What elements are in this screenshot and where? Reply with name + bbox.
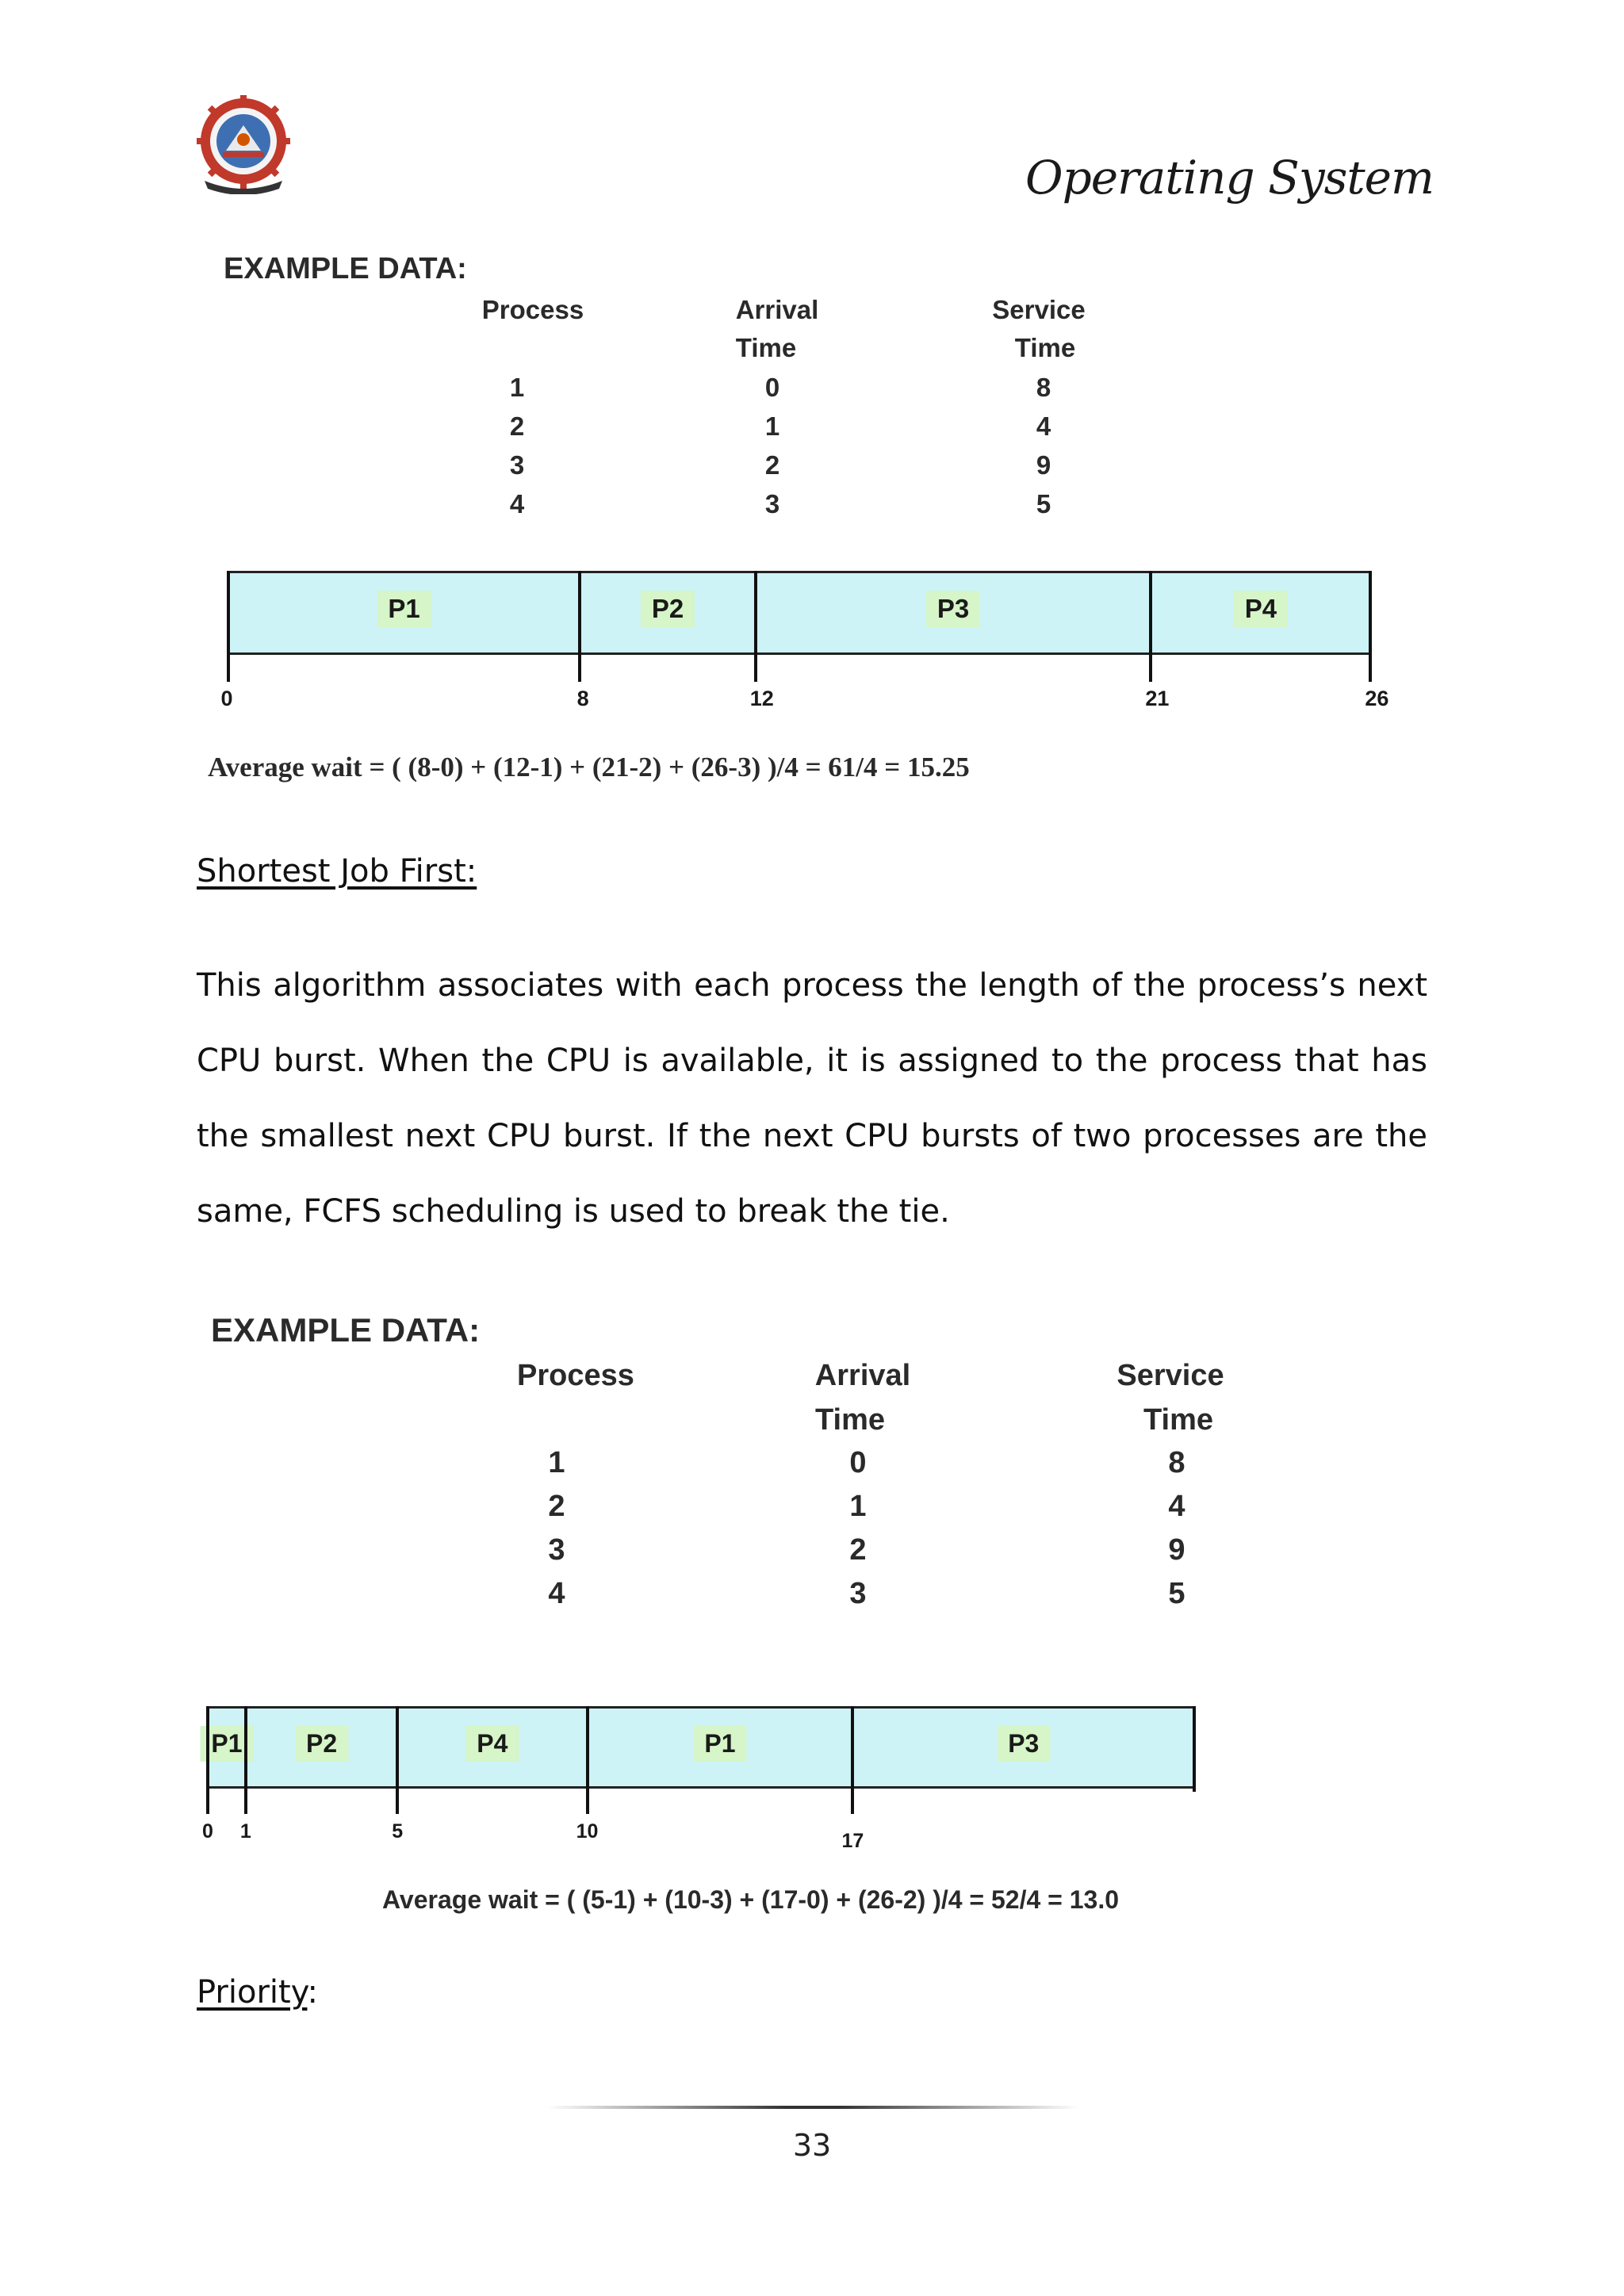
gantt-divider: [1193, 1706, 1196, 1792]
gantt-tick-label: 12: [749, 687, 774, 710]
average-wait-fcfs: Average wait = ( (8-0) + (12-1) + (21-2) + (26-3) )/4 = 61/4 = 15.25: [208, 752, 970, 783]
sjf-paragraph: This algorithm associates with each process the length of the process’s next CPU burst. When the CPU is available, it is assigned to the process that has the smallest next CPU burst. If the next CPU bursts of two processes are the same, FCFS scheduling is used to break the tie.: [197, 967, 1427, 1230]
gantt-segment-label: P4: [465, 1726, 519, 1762]
priority-heading-text: Priority: [197, 1974, 308, 2011]
table-header-cell: Service: [1116, 1359, 1224, 1392]
table-header-cell: Arrival: [814, 1359, 911, 1392]
institution-logo: [197, 95, 290, 194]
gantt-divider: [578, 571, 581, 682]
table-cell: 5: [1168, 1577, 1185, 1610]
gantt-tick-label: 1: [239, 1820, 251, 1843]
table-cell: 3: [764, 489, 780, 519]
gantt-segment-label: P2: [641, 591, 695, 627]
gantt-divider: [206, 1706, 209, 1814]
gantt-segment-label: P3: [926, 591, 980, 627]
gantt-tick-label: 0: [202, 1820, 213, 1843]
example-data-heading: EXAMPLE DATA:: [224, 252, 467, 285]
gantt-divider: [586, 1706, 589, 1814]
gantt-divider: [1369, 571, 1372, 682]
table-header-cell: Arrival: [735, 295, 819, 324]
table-cell: 1: [849, 1490, 867, 1523]
gantt-tick-label: 5: [392, 1820, 404, 1843]
table-header-cell: Time: [1143, 1403, 1213, 1437]
footer-rule: [547, 2106, 1078, 2109]
gantt-divider: [227, 571, 230, 682]
table-cell: 2: [548, 1490, 565, 1523]
table-header-cell: Time: [735, 333, 797, 362]
table-cell: 4: [1168, 1490, 1185, 1523]
gantt-divider: [396, 1706, 399, 1814]
table-cell: 1: [548, 1446, 565, 1479]
gantt-tick-label: 10: [576, 1820, 599, 1843]
table-cell: 1: [509, 373, 525, 402]
table-cell: 1: [764, 411, 780, 441]
gantt-tick-label: 0: [220, 687, 233, 710]
table-cell: 3: [509, 450, 525, 480]
table-cell: 0: [764, 373, 780, 402]
gantt-divider: [244, 1706, 247, 1814]
table-cell: 5: [1036, 489, 1051, 519]
header-title: Operating System: [1025, 151, 1434, 205]
table-cell: 2: [764, 450, 780, 480]
table-cell: 0: [849, 1446, 867, 1479]
table-cell: 8: [1168, 1446, 1185, 1479]
table-cell: 3: [849, 1577, 867, 1610]
table-header-cell: Time: [814, 1403, 885, 1437]
gantt-segment-label: P1: [377, 591, 431, 627]
gantt-segment-label: P1: [693, 1726, 746, 1762]
table-cell: 2: [509, 411, 525, 441]
table-header-cell: Process: [517, 1359, 634, 1392]
gantt-segment-label: P4: [1234, 591, 1288, 627]
table-cell: 4: [548, 1577, 565, 1610]
gantt-tick-label: 21: [1145, 687, 1170, 710]
gantt-segment-label: P3: [997, 1726, 1050, 1762]
table-cell: 3: [548, 1533, 565, 1567]
page-number: 33: [792, 2128, 832, 2163]
gantt-tick-label: 26: [1365, 687, 1389, 710]
table-header-cell: Time: [1014, 333, 1076, 362]
gantt-segment-label: P2: [295, 1726, 348, 1762]
gantt-segment-label: P1: [200, 1726, 253, 1762]
section-heading-priority: [197, 1974, 318, 2011]
table-cell: 9: [1168, 1533, 1185, 1567]
table-cell: 4: [1036, 411, 1051, 441]
example-data-heading: EXAMPLE DATA:: [211, 1311, 481, 1349]
section-heading-sjf: Shortest Job First:: [197, 853, 477, 890]
average-wait-sjf: Average wait = ( (5-1) + (10-3) + (17-0) + (26-2) )/4 = 52/4 = 13.0: [382, 1885, 1120, 1914]
gantt-tick-label: 8: [576, 687, 589, 710]
priority-heading-colon: :: [307, 1974, 318, 2011]
gantt-tick-label: 17: [841, 1830, 864, 1852]
table-header-cell: Service: [992, 295, 1086, 324]
table-cell: 4: [509, 489, 525, 519]
gantt-divider: [851, 1706, 854, 1814]
table-cell: 8: [1036, 373, 1051, 402]
table-cell: 2: [849, 1533, 867, 1567]
table-cell: 9: [1036, 450, 1051, 480]
gantt-divider: [1149, 571, 1152, 682]
gantt-divider: [754, 571, 757, 682]
table-header-cell: Process: [481, 295, 584, 324]
